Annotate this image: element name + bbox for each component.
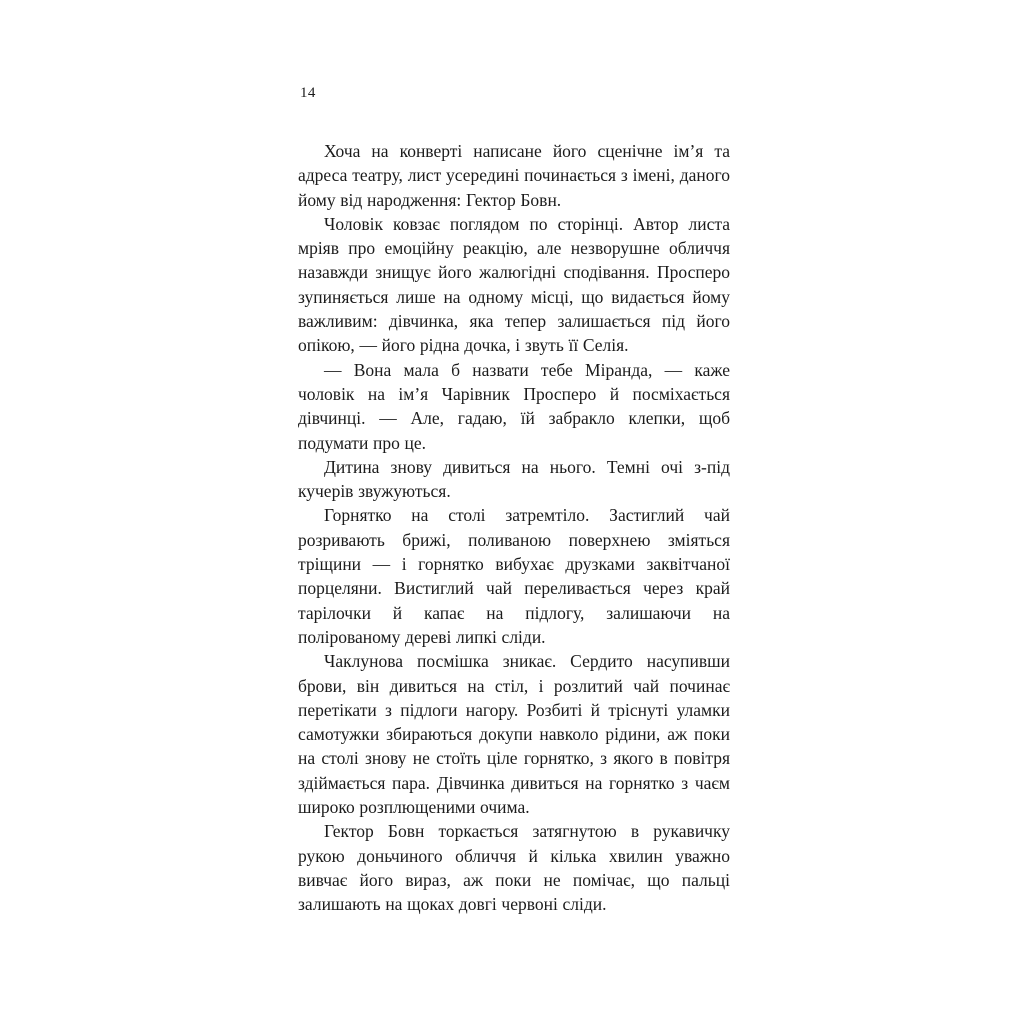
paragraph-2: Чоловік ковзає поглядом по сторінці. Автор листа мріяв про емоційну реакцію, але незворушне обличчя назавжди знищує його жалюгідні сподівання. Просперо зупиняється лише на одному місці, що видається йому важливим: дівчинка, яка тепер залишається під його опікою, — його рідна дочка, і звуть її Селія. xyxy=(298,213,730,356)
body-text xyxy=(298,139,730,917)
text-block xyxy=(298,86,730,917)
paragraph-7: Гектор Бовн торкається затягнутою в рукавичку рукою доньчиного обличчя й кілька хвилин уважно вивчає його вираз, аж поки не помічає, що пальці залишають на щоках довгі червоні сліди. xyxy=(298,821,730,915)
paragraph-3: — Вона мала б назвати тебе Міранда, — каже чоловік на ім’я Чарівник Просперо й посміхається дівчинці. — Але, гадаю, їй забракло клепки, щоб подумати про це. xyxy=(298,359,730,453)
paragraph-4: Дитина знову дивиться на нього. Темні очі з-під кучерів звужуються. xyxy=(298,456,730,502)
paragraph-5: Горнятко на столі затремтіло. Застиглий чай розривають брижі, поливаною поверхнею зміяться тріщини — і горнятко вибухає друзками заквітчаної порцеляни. Вистиглий чай переливається через край тарілочки й капає на підлогу, залишаючи на полірованому дереві липкі сліди. xyxy=(298,505,730,647)
paragraph-1: Хоча на конверті написане його сценічне ім’я та адреса театру, лист усередині починається з імені, даного йому від народження: Гектор Бовн. xyxy=(298,141,730,210)
page-number: 14 xyxy=(300,85,316,101)
paragraph-6: Чаклунова посмішка зникає. Сердито насупивши брови, він дивиться на стіл, і розлитий чай починає перетікати з підлоги нагору. Розбиті й тріснуті уламки самотужки збираються докупи навколо рідини, аж поки на столі знову не стоїть ціле горнятко, з якого в повітря здіймається пара. Дівчинка дивиться на горнятко з чаєм широко розплющеними очима. xyxy=(298,651,730,818)
